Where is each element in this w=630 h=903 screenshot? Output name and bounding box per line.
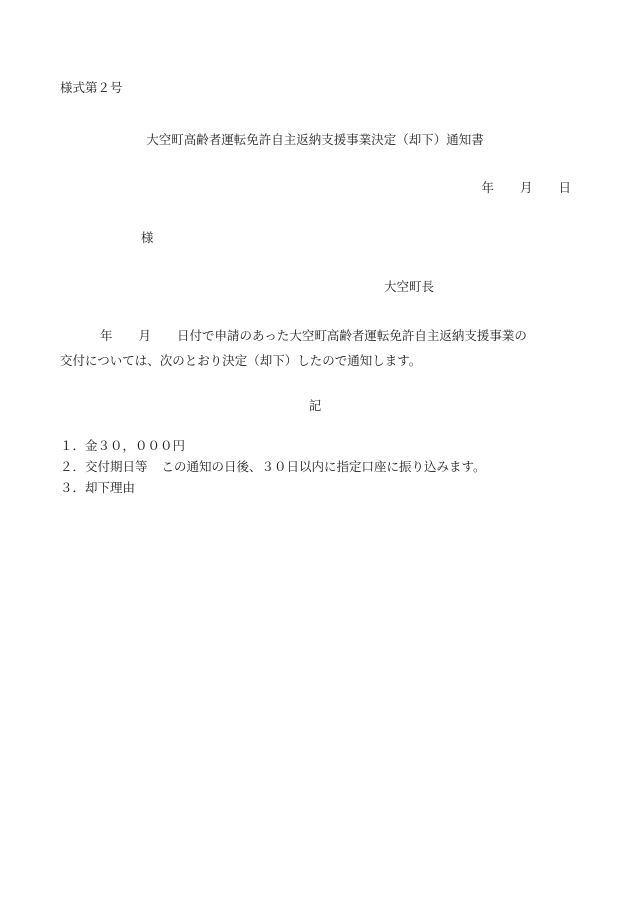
form-number: 様式第２号 <box>60 80 123 95</box>
body-month: 月 <box>138 328 152 343</box>
addressee-honorific: 様 <box>141 230 154 245</box>
document-title: 大空町高齢者運転免許自主返納支援事業決定（却下）通知書 <box>146 132 484 147</box>
ki-heading: 記 <box>308 398 322 413</box>
item-label: 金３０，０００円 <box>85 438 186 453</box>
list-item <box>60 438 185 454</box>
date-line <box>481 180 571 196</box>
item-number: １． <box>60 438 86 453</box>
body-year: 年 <box>100 328 113 343</box>
item-value: この通知の日後、３０日以内に指定口座に振り込みます。 <box>161 459 486 474</box>
date-year: 年 <box>481 180 494 195</box>
item-number: ３． <box>60 480 86 495</box>
item-label: 交付期日等 <box>85 459 148 474</box>
body-line1-text: 日付で申請のあった大空町高齢者運転免許自主返納支援事業の <box>177 328 527 343</box>
body-line-2: 交付については、次のとおり決定（却下）したので通知します。 <box>60 353 422 368</box>
item-label: 却下理由 <box>85 480 136 495</box>
list-item <box>60 459 486 475</box>
item-number: ２． <box>60 459 86 474</box>
date-month: 月 <box>519 180 533 195</box>
issuer-name: 大空町長 <box>384 279 435 294</box>
date-day: 日 <box>558 180 571 195</box>
body-line-1 <box>100 328 527 344</box>
list-item <box>60 480 135 496</box>
